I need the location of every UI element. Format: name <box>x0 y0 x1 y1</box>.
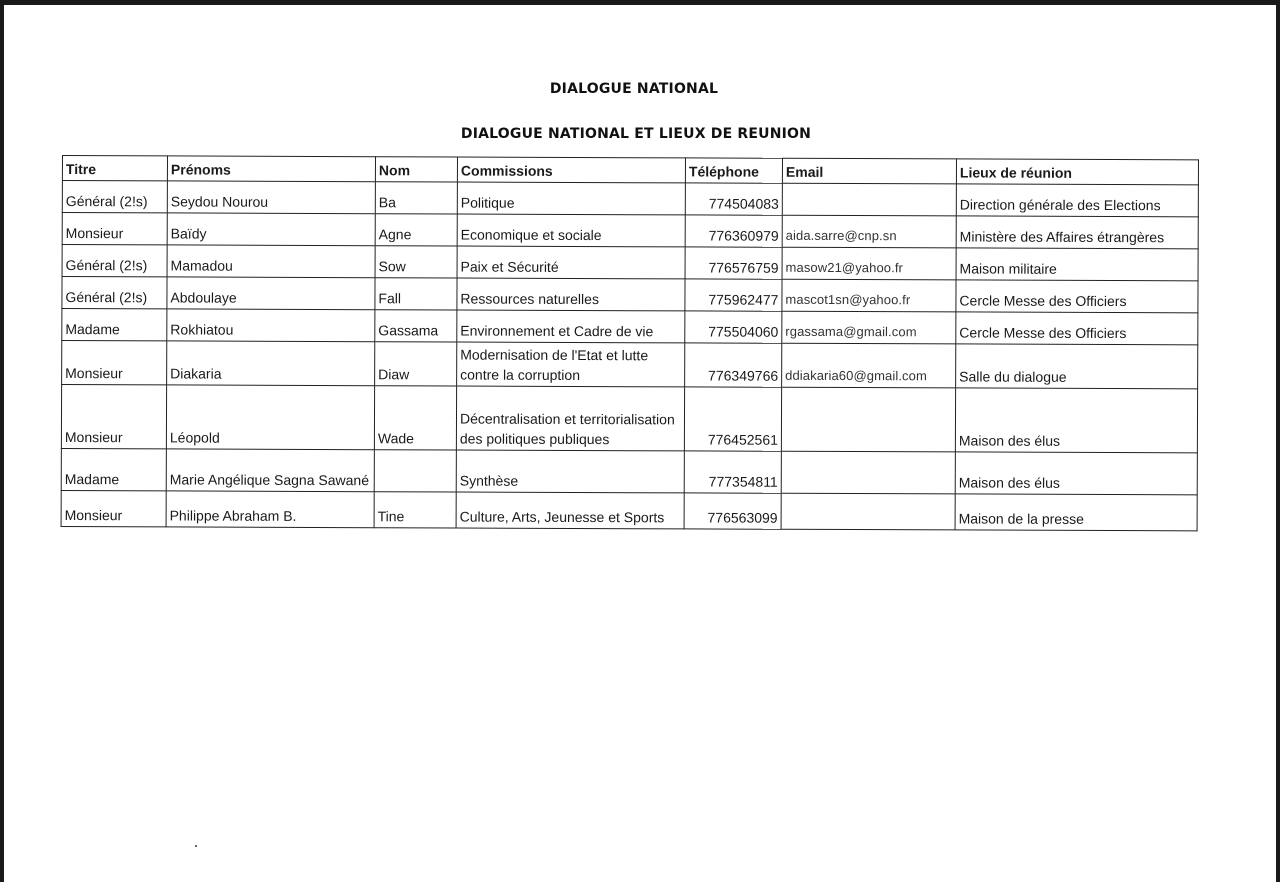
header-lieux: Lieux de réunion <box>956 159 1198 185</box>
cell-commission: Paix et Sécurité <box>457 246 685 279</box>
cell-lieu: Salle du dialogue <box>956 344 1198 389</box>
cell-lieu: Cercle Messe des Officiers <box>956 280 1198 313</box>
cell-lieu: Cercle Messe des Officiers <box>956 312 1198 345</box>
table-row <box>61 490 1197 530</box>
cell-titre: Général (2!s) <box>62 245 167 277</box>
cell-email: aida.sarre@cnp.sn <box>782 215 956 248</box>
cell-titre: Monsieur <box>62 213 167 245</box>
header-commissions: Commissions <box>457 157 685 183</box>
cell-prenoms: Baïdy <box>167 213 375 246</box>
table-row <box>61 385 1197 453</box>
cell-prenoms: Rokhiatou <box>167 309 375 342</box>
cell-commission: Economique et sociale <box>457 214 685 247</box>
document-subtitle: DIALOGUE NATIONAL ET LIEUX DE REUNION <box>460 126 812 142</box>
document-title: DIALOGUE NATIONAL <box>549 81 719 97</box>
cell-email: rgassama@gmail.com <box>782 311 956 344</box>
cell-commission: Politique <box>457 182 685 215</box>
cell-commission: Modernisation de l'Etat et lutte contre la corruption <box>457 342 685 387</box>
cell-titre: Général (2!s) <box>62 181 167 213</box>
cell-titre: Monsieur <box>62 341 167 385</box>
cell-email <box>781 451 955 494</box>
cell-email <box>781 387 955 452</box>
cell-commission: Décentralisation et territorialisation des politiques publiques <box>456 386 684 451</box>
cell-commission: Synthèse <box>456 450 684 493</box>
header-prenoms: Prénoms <box>167 156 375 182</box>
cell-telephone: 776349766 <box>685 343 782 387</box>
cell-telephone: 776563099 <box>684 493 781 529</box>
cell-nom: Gassama <box>375 310 457 342</box>
scan-speck <box>195 845 197 847</box>
cell-prenoms: Diakaria <box>167 341 375 386</box>
cell-nom: Ba <box>375 182 457 214</box>
cell-telephone: 774504083 <box>685 183 782 215</box>
header-nom: Nom <box>375 157 457 182</box>
cell-nom: Wade <box>374 386 456 450</box>
cell-prenoms: Abdoulaye <box>167 277 375 310</box>
cell-titre: Madame <box>62 309 167 341</box>
meeting-places-table <box>61 155 1199 531</box>
cell-prenoms: Marie Angélique Sagna Sawané <box>166 449 374 492</box>
table-row <box>61 448 1197 494</box>
header-email: Email <box>782 158 956 184</box>
cell-email: masow21@yahoo.fr <box>782 247 956 280</box>
cell-lieu: Ministère des Affaires étrangères <box>956 216 1198 249</box>
cell-telephone: 775962477 <box>685 279 782 311</box>
cell-nom: Fall <box>375 278 457 310</box>
cell-titre: Monsieur <box>61 385 166 449</box>
cell-prenoms: Seydou Nourou <box>167 181 375 214</box>
cell-email <box>782 183 956 216</box>
cell-nom: Diaw <box>375 342 457 386</box>
cell-telephone: 776576759 <box>685 247 782 279</box>
cell-lieu: Direction générale des Elections <box>956 184 1198 217</box>
cell-lieu: Maison des élus <box>955 452 1197 495</box>
cell-email <box>781 493 955 530</box>
cell-telephone: 776452561 <box>684 387 781 451</box>
cell-telephone: 777354811 <box>684 451 781 493</box>
cell-titre: Général (2!s) <box>62 277 167 309</box>
cell-prenoms: Philippe Abraham B. <box>166 491 374 528</box>
cell-prenoms: Léopold <box>166 385 374 450</box>
cell-commission: Culture, Arts, Jeunesse et Sports <box>456 492 684 529</box>
cell-nom: Sow <box>375 246 457 278</box>
table-row <box>62 309 1198 345</box>
table-row <box>62 181 1198 217</box>
cell-lieu: Maison des élus <box>955 388 1197 453</box>
cell-commission: Ressources naturelles <box>457 278 685 311</box>
cell-nom: Tine <box>374 492 456 528</box>
cell-prenoms: Mamadou <box>167 245 375 278</box>
cell-titre: Monsieur <box>61 490 166 526</box>
cell-nom: Agne <box>375 214 457 246</box>
cell-email: mascot1sn@yahoo.fr <box>782 279 956 312</box>
cell-titre: Madame <box>61 448 166 490</box>
cell-nom <box>374 450 456 492</box>
header-titre: Titre <box>62 156 167 181</box>
table-row <box>62 341 1198 389</box>
table-row <box>62 213 1198 249</box>
cell-lieu: Maison de la presse <box>955 494 1197 531</box>
cell-telephone: 776360979 <box>685 215 782 247</box>
cell-telephone: 775504060 <box>685 311 782 343</box>
cell-commission: Environnement et Cadre de vie <box>457 310 685 343</box>
header-telephone: Téléphone <box>685 158 782 183</box>
cell-lieu: Maison militaire <box>956 248 1198 281</box>
cell-email: ddiakaria60@gmail.com <box>782 343 956 388</box>
table-row <box>62 277 1198 313</box>
table-row <box>62 245 1198 281</box>
